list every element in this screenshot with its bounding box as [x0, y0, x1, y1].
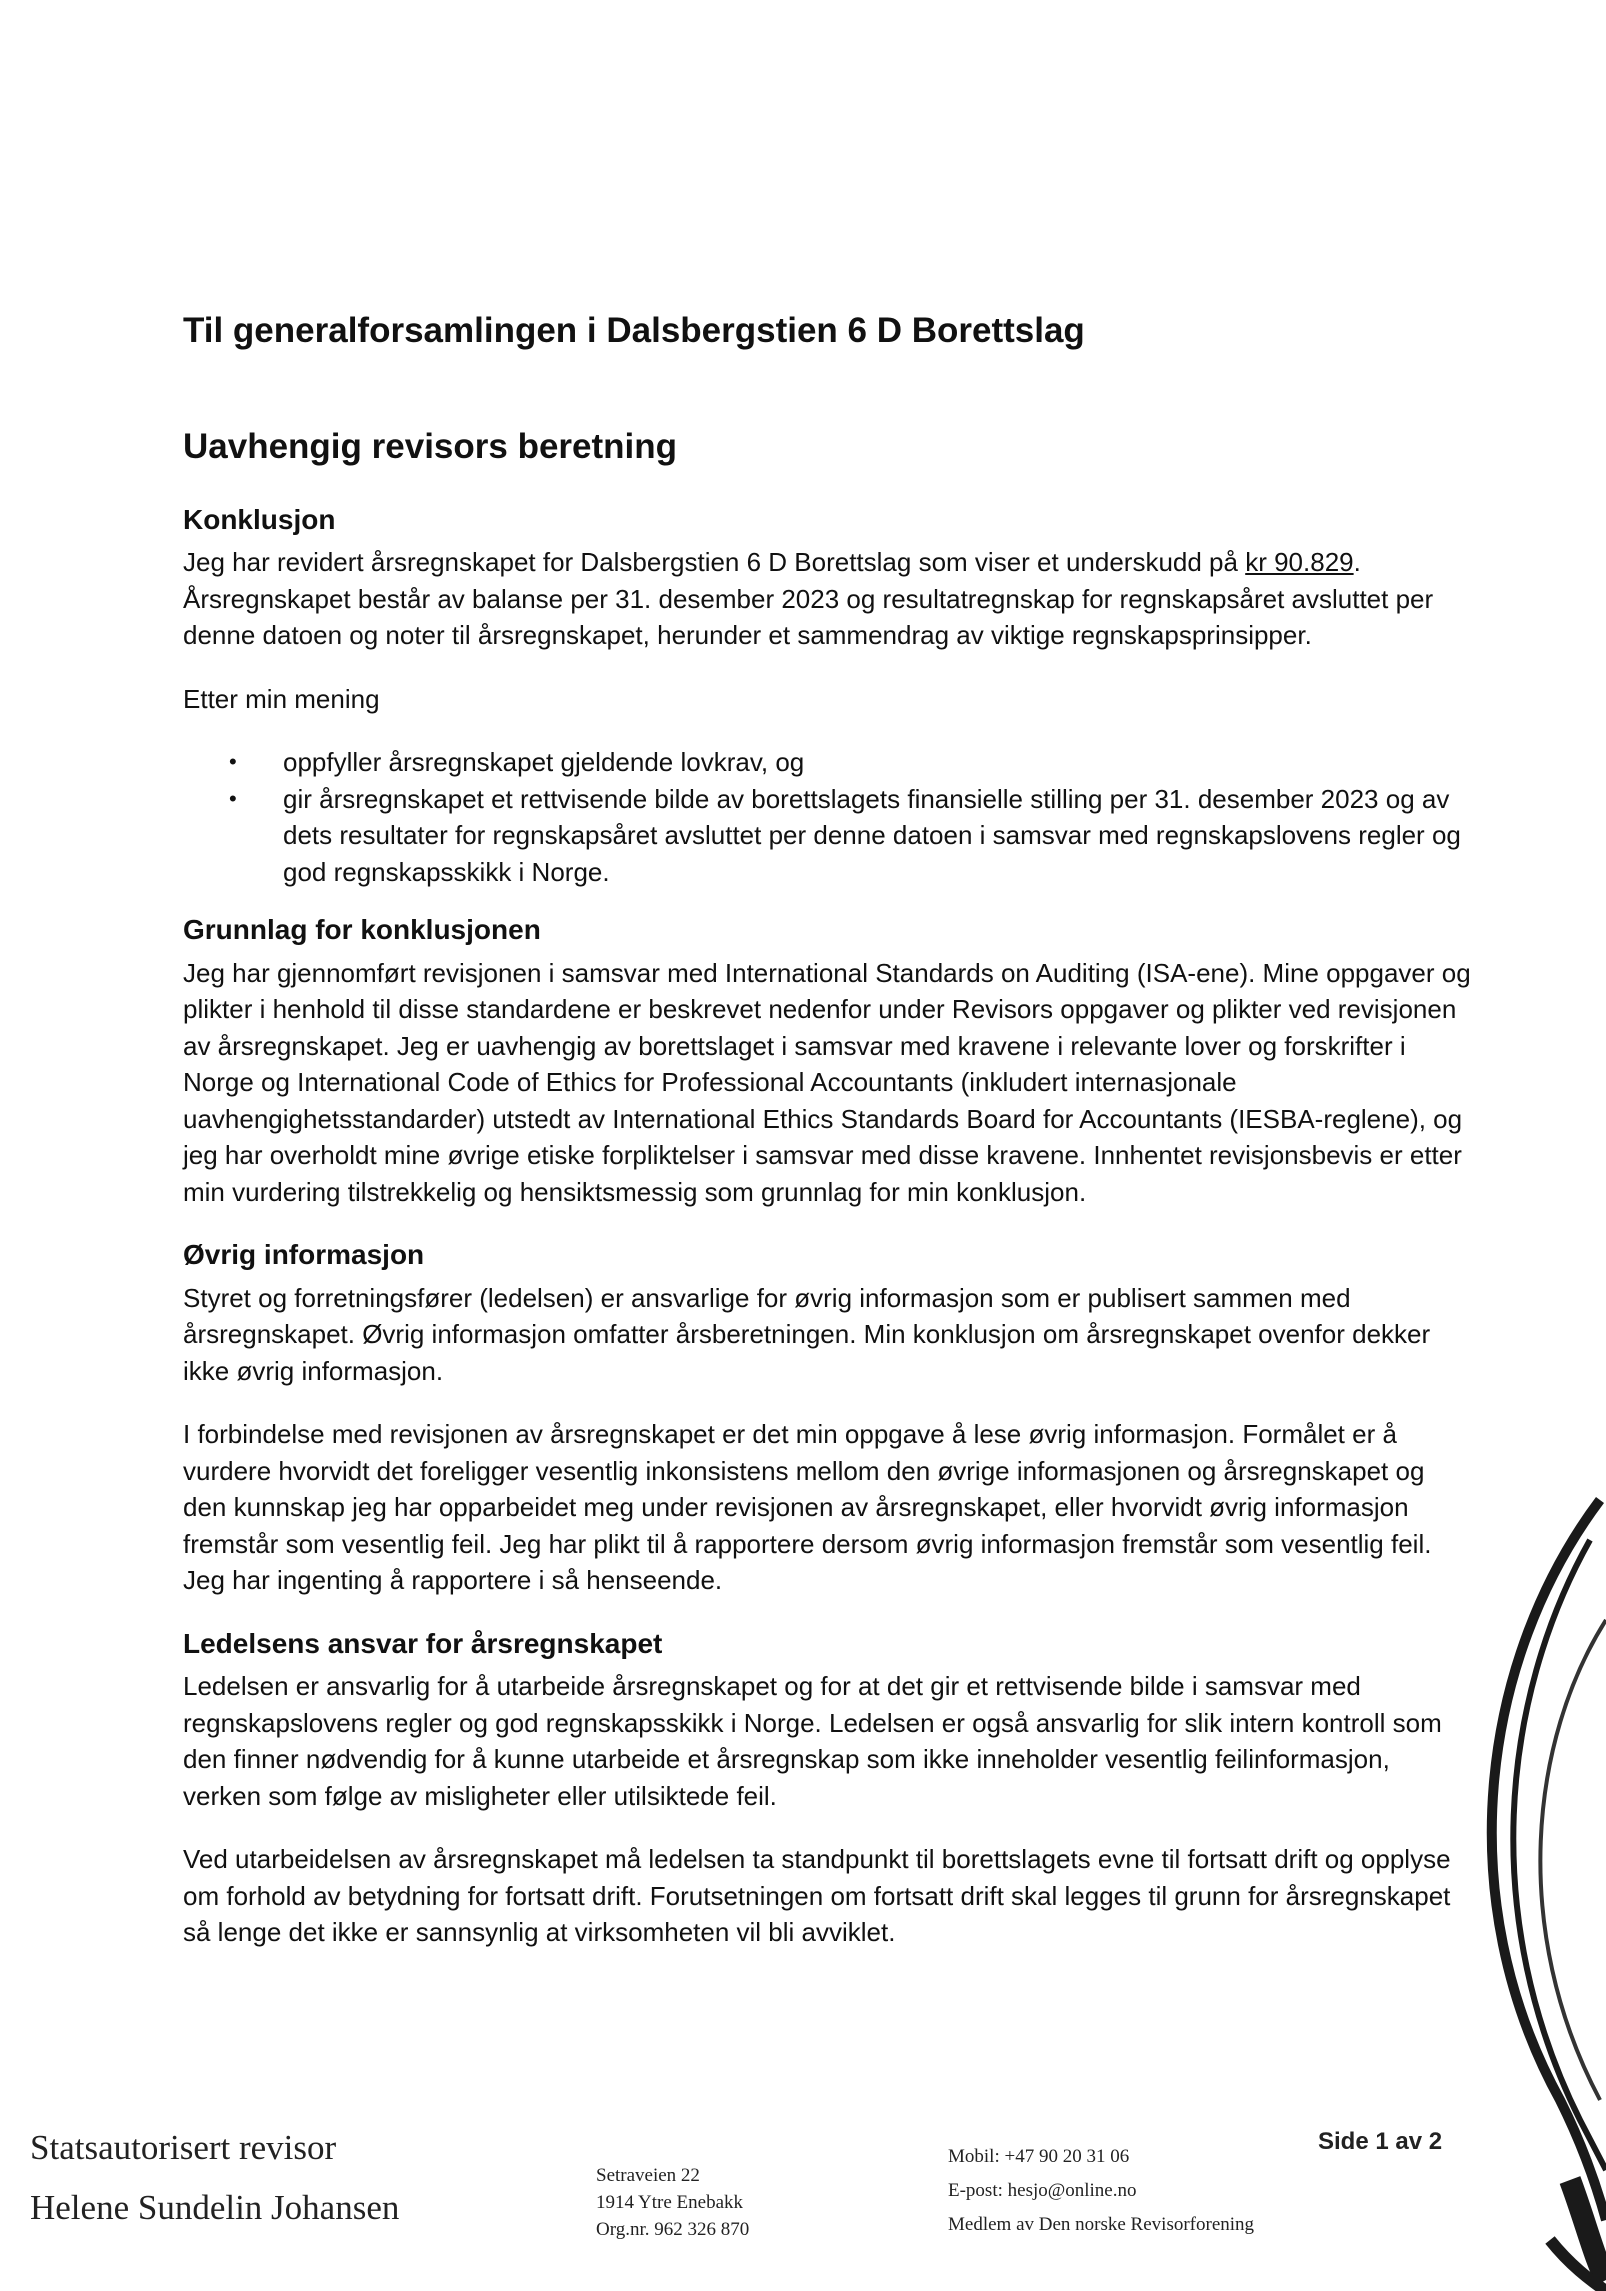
- konklusjon-paragraph: [183, 544, 1473, 654]
- address-city: 1914 Ytre Enebakk: [596, 2192, 744, 2213]
- ledelsen-heading: Ledelsens ansvar for årsregnskapet: [183, 1627, 663, 1659]
- konklusjon-text-pre: Jeg har revidert årsregnskapet for Dalsbergstien 6 D Borettslag som viser et underskudd på: [183, 547, 1246, 578]
- grunnlag-heading: Grunnlag for konklusjonen: [183, 914, 541, 946]
- report-title: Uavhengig revisors beretning: [183, 427, 678, 466]
- list-item-text: gir årsregnskapet et rettvisende bilde av borettslagets finansielle stilling per 31. desember 2023 og av dets resultater for regnskapsåret avsluttet per denne datoen i samsvar med regnskapslovens regler og god regnskapsskikk i Norge.: [283, 783, 1461, 887]
- list-item: [183, 744, 1473, 781]
- konklusjon-heading: Konklusjon: [183, 504, 336, 535]
- auditor-name: Helene Sundelin Johansen: [30, 2188, 400, 2227]
- ovrig-paragraph-1: Styret og forretningsfører (ledelsen) er ansvarlige for øvrig informasjon som er publisert sammen med årsregnskapet. Øvrig informasjon omfatter årsberetningen. Min konklusjon om årsregnskapet ovenfor dekker ikke øvrig informasjon.: [183, 1282, 1431, 1386]
- ledelsen-paragraph-2: Ved utarbeidelsen av årsregnskapet må ledelsen ta standpunkt til borettslagets evne til fortsatt drift og opplyse om forhold av betydning for fortsatt drift. Forutsetningen om fortsatt drift skal legges til grunn for årsregnskapet så lenge det ikke er sannsynlig at virksomheten vil bli avviklet.: [183, 1844, 1451, 1948]
- ovrig-paragraph-2: I forbindelse med revisjonen av årsregnskapet er det min oppgave å lese øvrig informasjon. Formålet er å vurdere hvorvidt det foreligger vesentlig inkonsistens mellom den øvrige informasjonen og årsregnskapet og den kunnskap jeg har opparbeidet meg under revisjonen av årsregnskapet, eller hvorvidt øvrig informasjon fremstår som vesentlig feil. Jeg har plikt til å rapportere dersom øvrig informasjon fremstår som vesentlig feil. Jeg har ingenting å rapportere i så henseende.: [183, 1419, 1432, 1596]
- opinion-intro: Etter min mening: [183, 683, 380, 714]
- email-address: E-post: hesjo@online.no: [948, 2180, 1137, 2201]
- contact-block: [948, 2140, 1254, 2242]
- list-item: [183, 781, 1473, 891]
- list-item-text: oppfyller årsregnskapet gjeldende lovkrav, og: [283, 747, 805, 778]
- section-ovrig: [183, 1237, 1473, 1598]
- membership-text: Medlem av Den norske Revisorforening: [948, 2214, 1255, 2235]
- section-konklusjon: [183, 502, 1473, 890]
- mobile-number: Mobil: +47 90 20 31 06: [948, 2146, 1130, 2167]
- ledelsen-paragraph-1: Ledelsen er ansvarlig for å utarbeide årsregnskapet og for at det gir et rettvisende bilde i samsvar med regnskapslovens regler og god regnskapsskikk i Norge. Ledelsen er også ansvarlig for slik intern kontroll som den finner nødvendig for å kunne utarbeide et årsregnskap som ikke inneholder vesentlig feilinformasjon, verken som følge av misligheter eller utilsiktede feil.: [183, 1671, 1442, 1811]
- addressee-title: Til generalforsamlingen i Dalsbergstien 6 D Borettslag: [183, 311, 1085, 350]
- bullet-icon: •: [229, 749, 237, 775]
- deficit-amount: kr 90.829: [1245, 547, 1354, 578]
- section-ledelsen: [183, 1626, 1473, 1951]
- grunnlag-paragraph: Jeg har gjennomført revisjonen i samsvar med International Standards on Auditing (ISA-ene). Mine oppgaver og plikter i henhold til disse standardene er beskrevet nedenfor under Revisors oppgaver og plikter ved revisjonen av årsregnskapet. Jeg er uavhengig av borettslaget i samsvar med kravene i relevante lover og forskrifter i Norge og International Code of Ethics for Professional Accountants (inkludert internasjonale uavhengighetsstandarder) utstedt av International Ethics Standards Board for Accountants (IESBA-reglene), og jeg har overholdt mine øvrige etiske forpliktelser i samsvar med disse kravene. Innhentet revisjonsbevis er etter min vurdering tilstrekkelig og hensiktsmessig som grunnlag for min konklusjon.: [183, 957, 1471, 1207]
- auditor-title: Statsautorisert revisor: [30, 2128, 337, 2167]
- konklusjon-text-post: . Årsregnskapet består av balanse per 31. desember 2023 og resultatregnskap for regnskapsåret avsluttet per denne datoen og noter til årsregnskapet, herunder et sammendrag av viktige regnskapsprinsipper.: [183, 547, 1434, 651]
- opinion-list: [183, 744, 1473, 890]
- ovrig-heading: Øvrig informasjon: [183, 1239, 425, 1271]
- address-street: Setraveien 22: [596, 2165, 700, 2186]
- bullet-icon: •: [229, 785, 237, 811]
- address-block: [596, 2162, 749, 2243]
- page-number: Side 1 av 2: [1318, 2128, 1443, 2155]
- letterhead-footer: [0, 2110, 1606, 2250]
- report-body: [183, 310, 1473, 1978]
- org-number: Org.nr. 962 326 870: [596, 2219, 750, 2240]
- section-grunnlag: [183, 912, 1473, 1210]
